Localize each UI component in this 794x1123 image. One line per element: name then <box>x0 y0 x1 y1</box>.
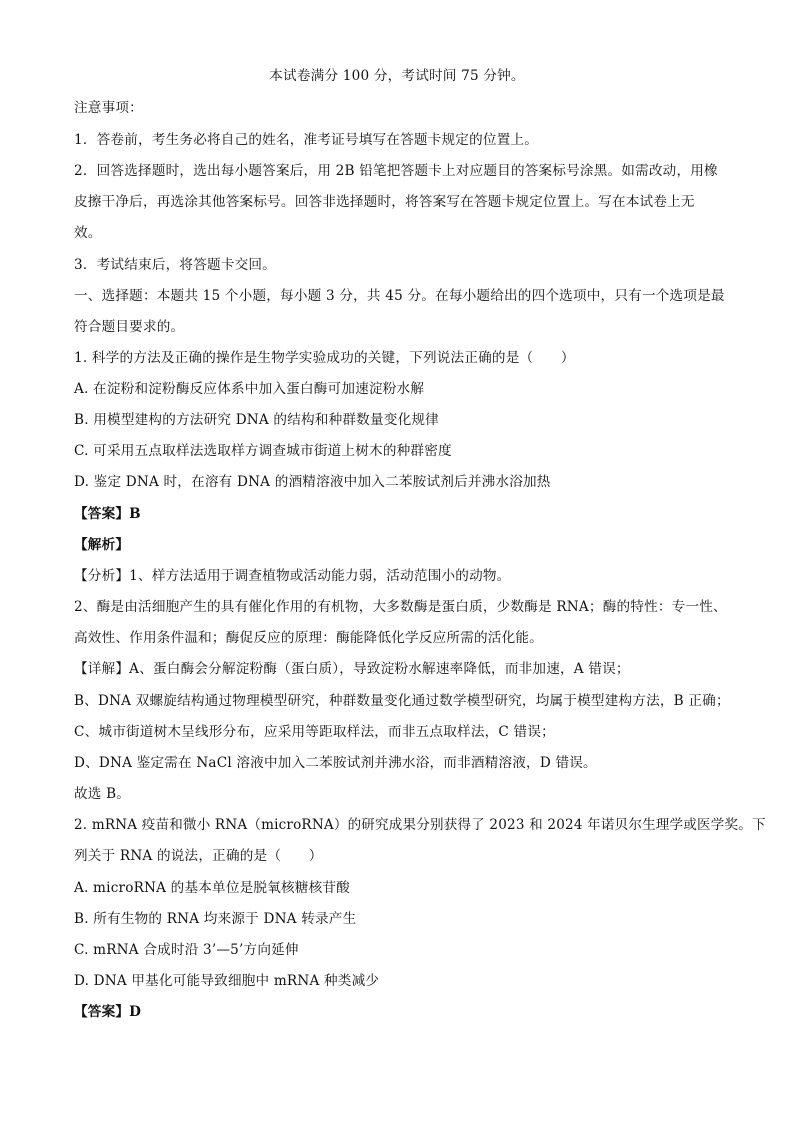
question-2-stem: 列关于 RNA 的说法，正确的是（ ） <box>74 848 323 864</box>
notes-title: 注意事项： <box>74 100 143 116</box>
analysis-line: 高效性、作用条件温和；酶促反应的原理：酶能降低化学反应所需的活化能。 <box>74 630 543 646</box>
question-2-option-c: C. mRNA 合成时沿 3’—5’方向延伸 <box>74 942 299 958</box>
note-line: 2．回答选择题时，选出每小题答案后，用 2B 铅笔把答题卡上对应题目的答案标号涂黑。如需改动，用橡 <box>74 163 718 179</box>
question-2-option-b: B. 所有生物的 RNA 均来源于 DNA 转录产生 <box>74 911 357 927</box>
analysis-line: 故选 B。 <box>74 786 131 802</box>
note-line: 效。 <box>74 225 102 241</box>
question-2-answer: 【答案】D <box>74 1004 142 1020</box>
note-line: 1．答卷前，考生务必将自己的姓名，准考证号填写在答题卡规定的位置上。 <box>74 132 539 148</box>
question-1-analysis-title: 【解析】 <box>74 537 130 553</box>
analysis-line: D、DNA 鉴定需在 NaCl 溶液中加入二苯胺试剂并沸水浴，而非酒精溶液，D 错误。 <box>74 755 597 771</box>
question-2-option-a: A. microRNA 的基本单位是脱氧核糖核苷酸 <box>74 880 350 896</box>
note-line: 皮擦干净后，再选涂其他答案标号。回答非选择题时，将答案写在答题卡规定位置上。写在本试卷上无 <box>74 194 695 210</box>
question-1-answer: 【答案】B <box>74 506 141 522</box>
question-1-option-c: C. 可采用五点取样法选取样方调查城市街道上树木的种群密度 <box>74 443 452 459</box>
question-1-option-d: D. 鉴定 DNA 时，在溶有 DNA 的酒精溶液中加入二苯胺试剂后并沸水浴加热 <box>74 474 551 490</box>
analysis-line: C、城市街道树木呈线形分布，应采用等距取样法，而非五点取样法，C 错误； <box>74 724 555 740</box>
exam-header: 本试卷满分 100 分，考试时间 75 分钟。 <box>269 68 525 84</box>
question-1-stem: 1. 科学的方法及正确的操作是生物学实验成功的关键，下列说法正确的是（ ） <box>74 350 575 366</box>
note-line: 3．考试结束后，将答题卡交回。 <box>74 257 276 273</box>
analysis-line: 2、酶是由活细胞产生的具有催化作用的有机物，大多数酶是蛋白质，少数酶是 RNA；酶的特性：专一性、 <box>74 599 727 615</box>
question-2-option-d: D. DNA 甲基化可能导致细胞中 mRNA 种类减少 <box>74 973 380 989</box>
analysis-line: 【分析】1、样方法适用于调查植物或活动能力弱，活动范围小的动物。 <box>74 568 511 584</box>
question-2-stem: 2. mRNA 疫苗和微小 RNA（microRNA）的研究成果分别获得了 2023 和 2024 年诺贝尔生理学或医学奖。下 <box>74 817 766 833</box>
section-heading: 符合题目要求的。 <box>74 319 185 335</box>
analysis-line: 【详解】A、蛋白酶会分解淀粉酶（蛋白质），导致淀粉水解速率降低，而非加速，A 错误； <box>74 661 630 677</box>
section-heading: 一、选择题：本题共 15 个小题，每小题 3 分，共 45 分。在每小题给出的四个选项中，只有一个选项是最 <box>74 288 725 304</box>
question-1-option-a: A. 在淀粉和淀粉酶反应体系中加入蛋白酶可加速淀粉水解 <box>74 381 425 397</box>
question-1-option-b: B. 用模型建构的方法研究 DNA 的结构和种群数量变化规律 <box>74 412 439 428</box>
analysis-line: B、DNA 双螺旋结构通过物理模型研究，种群数量变化通过数学模型研究，均属于模型建构方法，B 正确； <box>74 693 730 709</box>
